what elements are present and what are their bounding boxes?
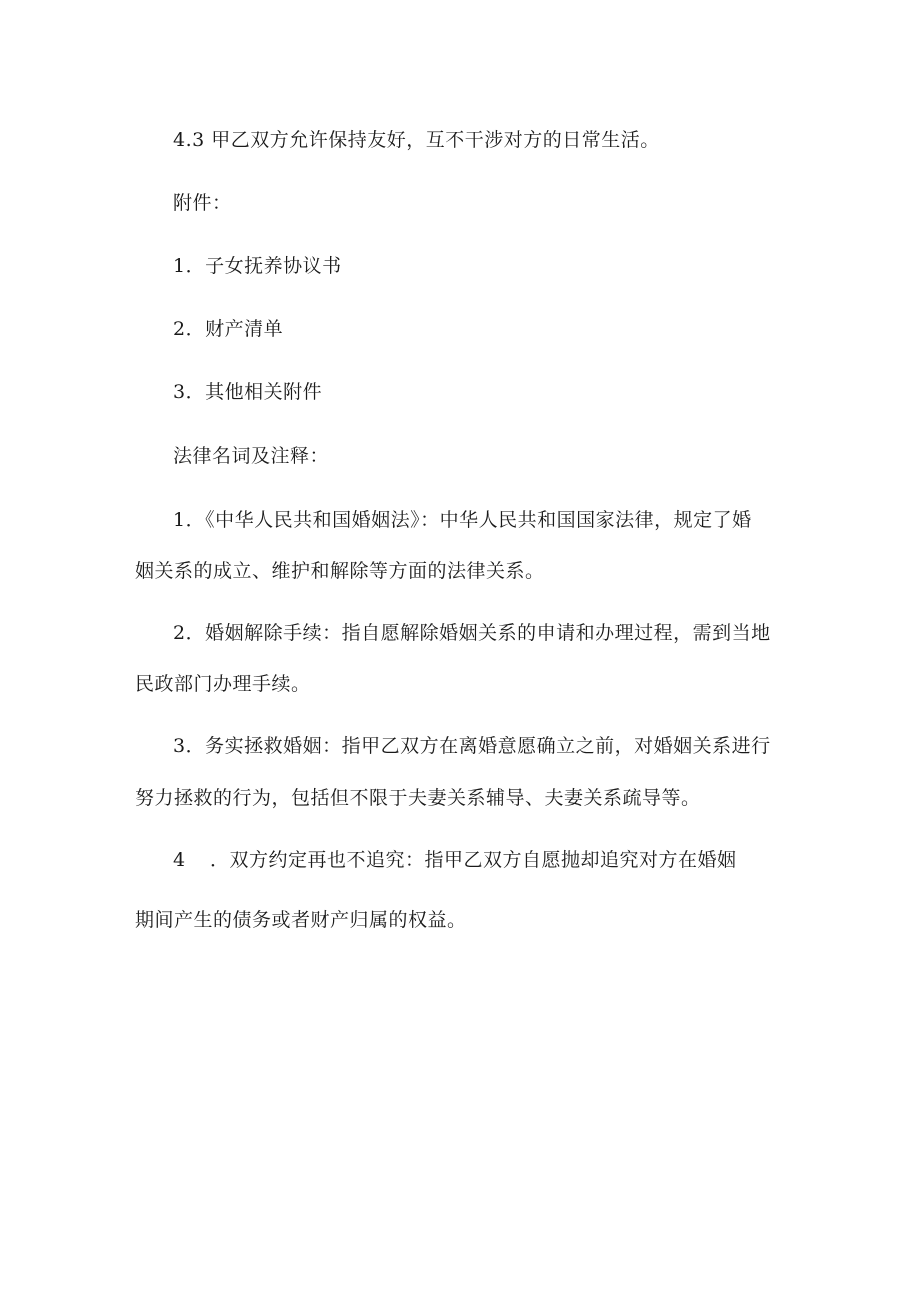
attachment-item bbox=[173, 254, 342, 278]
glossary-item-2-line-2: 民政部门办理手续。 bbox=[135, 673, 311, 695]
glossary-item-2-line-1 bbox=[173, 621, 771, 645]
glossary-item-3-line-2: 努力拯救的行为，包括但不限于夫妻关系辅导、夫妻关系疏导等。 bbox=[135, 787, 701, 809]
attachment-item bbox=[173, 317, 283, 341]
glossary-item-4-line-2: 期间产生的债务或者财产归属的权益。 bbox=[135, 909, 467, 931]
glossary-number: 2 bbox=[173, 622, 186, 644]
attachment-text: ．其他相关附件 bbox=[185, 381, 323, 403]
glossary-text: ．婚姻解除手续：指自愿解除婚姻关系的申请和办理过程，需到当地 bbox=[185, 622, 771, 644]
attachment-item bbox=[173, 380, 322, 404]
clause-4-3: 4.3 甲乙双方允许保持友好，互不干涉对方的日常生活。 bbox=[173, 129, 660, 151]
glossary-number: 3 bbox=[173, 735, 186, 757]
attachment-number: 2 bbox=[173, 318, 186, 340]
glossary-number: 4 bbox=[173, 849, 186, 871]
glossary-item-1-line-2: 姻关系的成立、维护和解除等方面的法律关系。 bbox=[135, 560, 545, 582]
glossary-text: ．双方约定再也不追究：指甲乙双方自愿抛却追究对方在婚姻 bbox=[210, 849, 737, 871]
attachment-number: 3 bbox=[173, 381, 186, 403]
glossary-text: ．务实拯救婚姻：指甲乙双方在离婚意愿确立之前，对婚姻关系进行 bbox=[185, 735, 771, 757]
glossary-text: ．《中华人民共和国婚姻法》：中华人民共和国国家法律，规定了婚 bbox=[185, 509, 752, 531]
glossary-item-3-line-1 bbox=[173, 734, 771, 758]
glossary-item-4-line-1 bbox=[173, 848, 737, 872]
glossary-heading: 法律名词及注释： bbox=[173, 445, 330, 467]
glossary-item-1-line-1 bbox=[173, 508, 752, 532]
attachment-text: ．子女抚养协议书 bbox=[185, 255, 342, 277]
attachment-number: 1 bbox=[173, 255, 186, 277]
attachments-heading: 附件： bbox=[173, 192, 232, 214]
attachment-text: ．财产清单 bbox=[185, 318, 284, 340]
glossary-number: 1 bbox=[173, 509, 186, 531]
